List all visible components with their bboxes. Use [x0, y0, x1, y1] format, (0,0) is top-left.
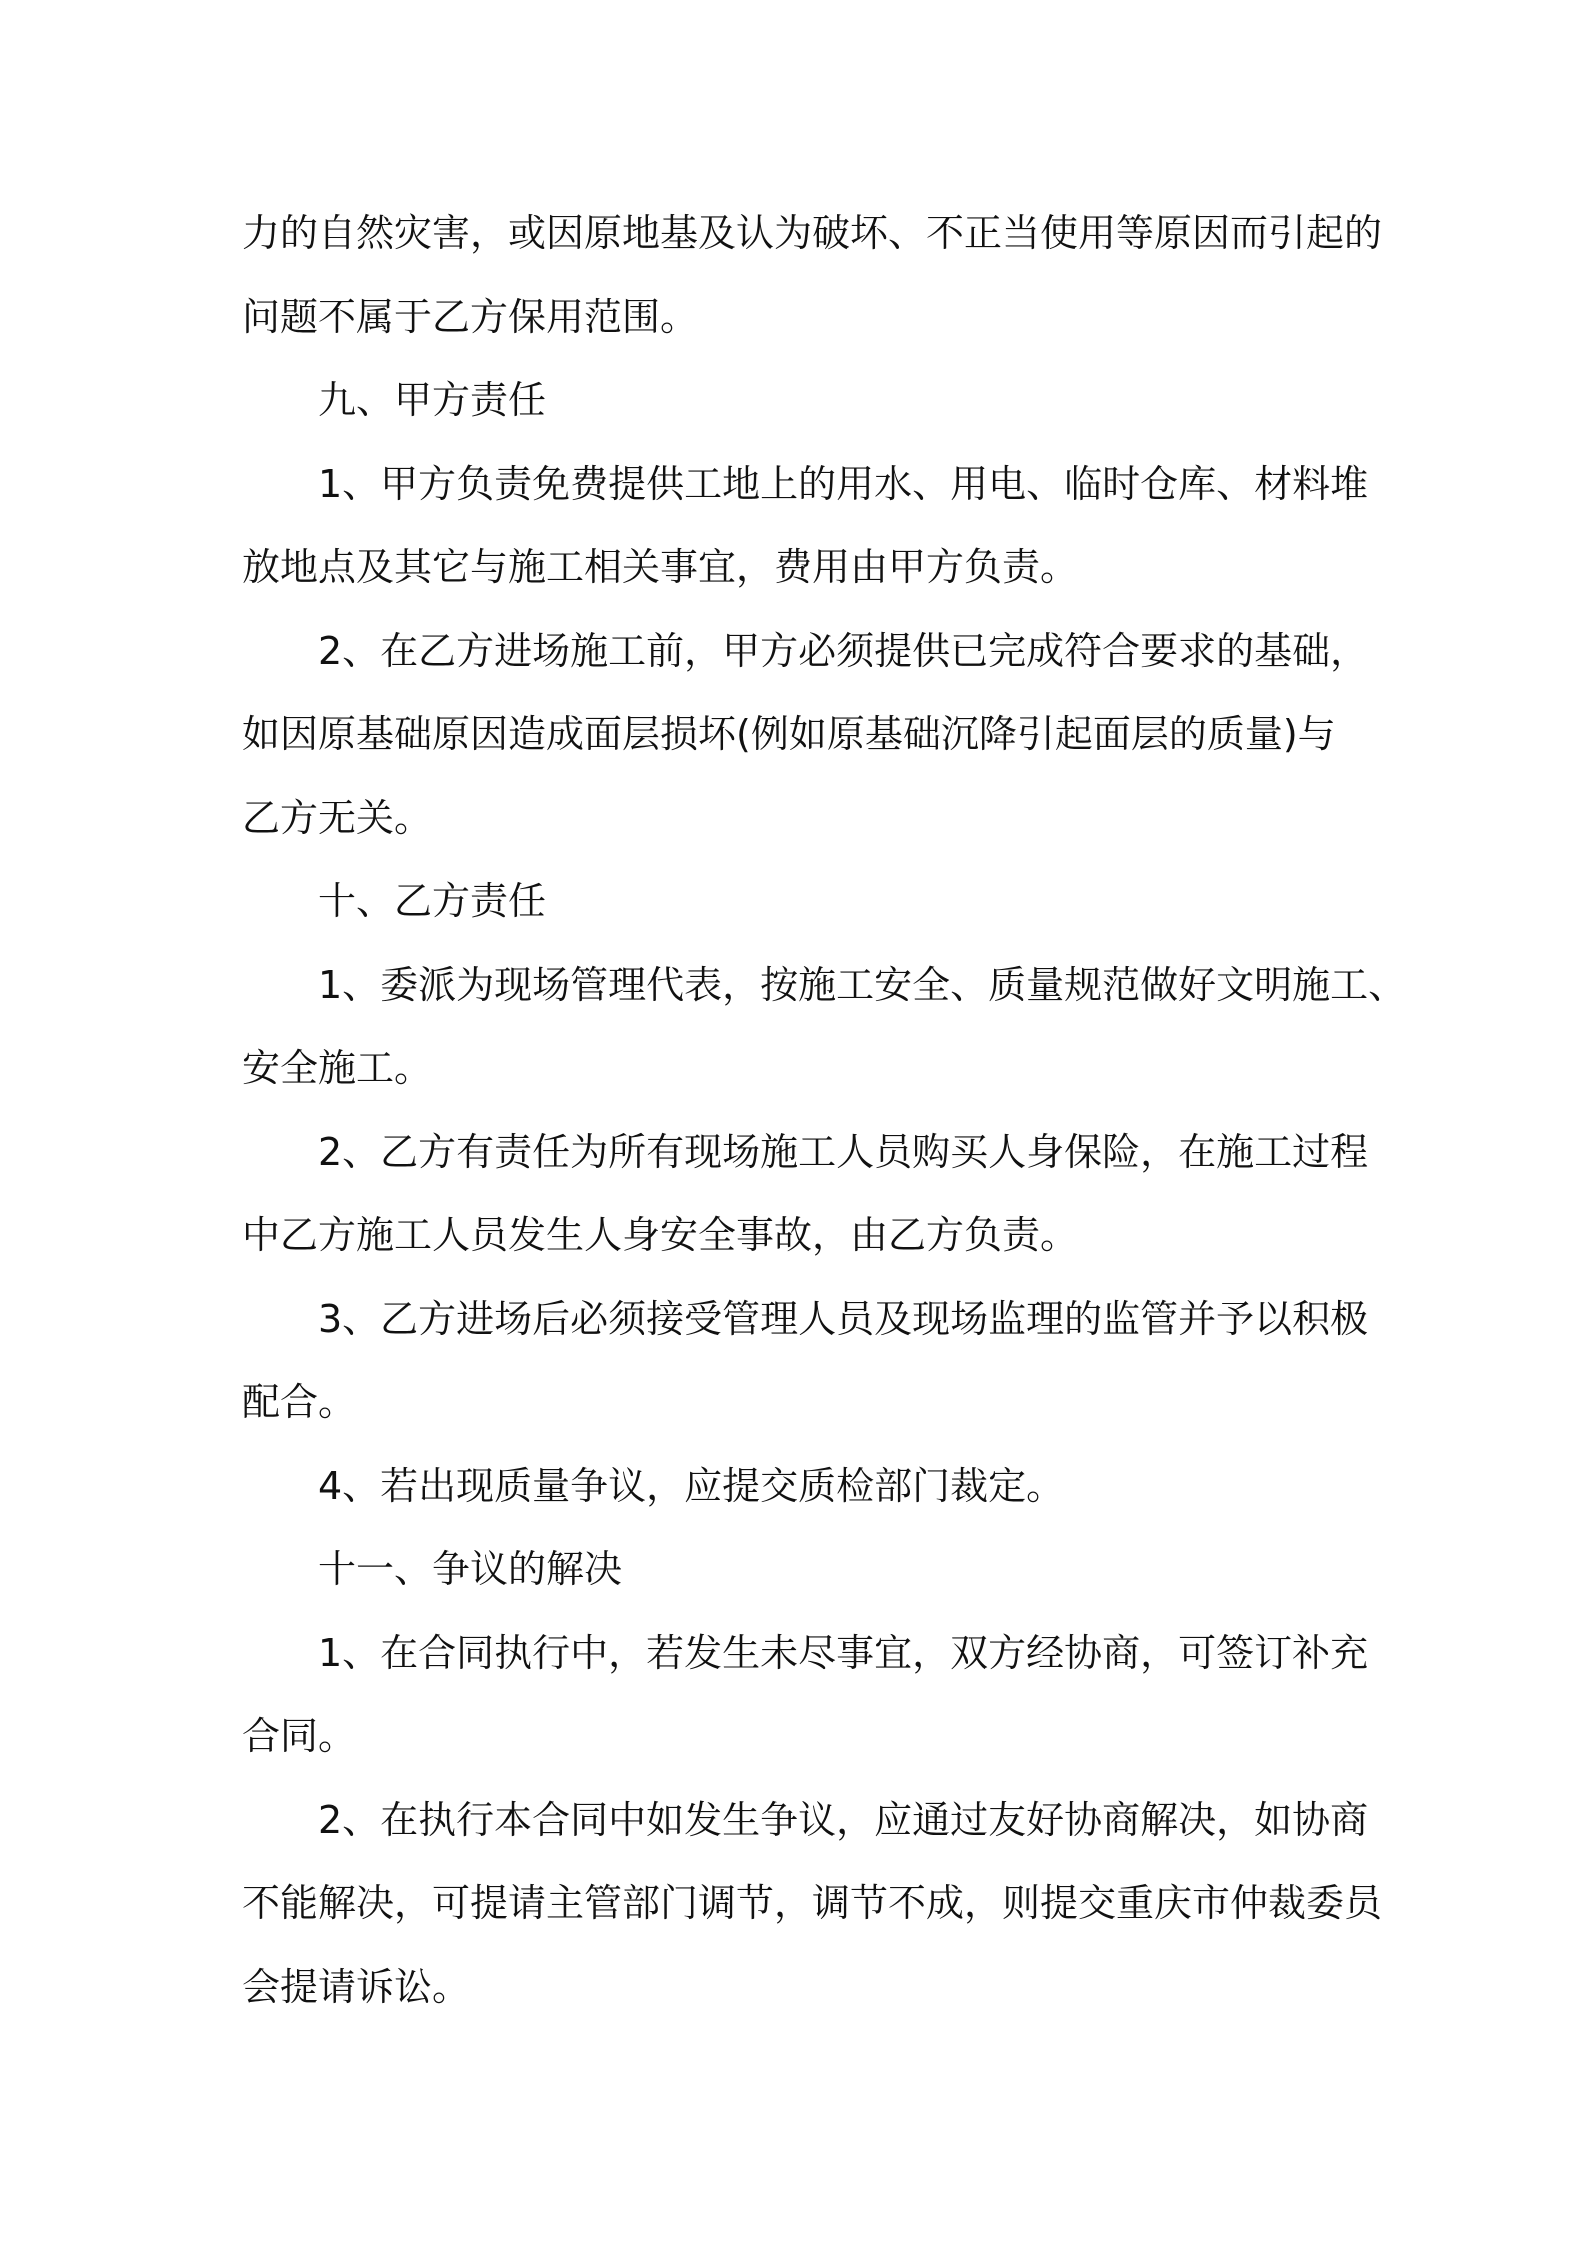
text-line: 乙方无关。 — [242, 795, 433, 840]
section-heading: 九、甲方责任 — [318, 378, 547, 422]
section-heading: 十、乙方责任 — [318, 879, 547, 923]
document-body — [242, 192, 1407, 2029]
text-line: 2、在执行本合同中如发生争议，应通过友好协商解决，如协商 — [318, 1797, 1369, 1842]
text-line: 4、若出现质量争议，应提交质检部门裁定。 — [318, 1463, 1065, 1508]
text-line: 中乙方施工人员发生人身安全事故，由乙方负责。 — [242, 1213, 1079, 1257]
text-line: 配合。 — [242, 1380, 357, 1424]
text-line: 3、乙方进场后必须接受管理人员及现场监理的监管并予以积极 — [318, 1296, 1369, 1341]
text-line: 如因原基础原因造成面层损坏(例如原基础沉降引起面层的质量)与 — [242, 712, 1336, 756]
text-line: 2、乙方有责任为所有现场施工人员购买人身保险，在施工过程 — [318, 1129, 1369, 1174]
text-line: 2、在乙方进场施工前，甲方必须提供已完成符合要求的基础， — [318, 628, 1369, 673]
text-line: 安全施工。 — [242, 1046, 433, 1090]
text-line: 1、甲方负责免费提供工地上的用水、用电、临时仓库、材料堆 — [318, 461, 1369, 506]
text-line: 1、在合同执行中，若发生未尽事宜，双方经协商，可签订补充 — [318, 1630, 1369, 1675]
text-line: 会提请诉讼。 — [242, 1964, 471, 2009]
text-line: 力的自然灾害，或因原地基及认为破坏、不正当使用等原因而引起的 — [242, 211, 1383, 255]
text-line: 1、委派为现场管理代表，按施工安全、质量规范做好文明施工、 — [318, 962, 1407, 1007]
text-line: 合同。 — [242, 1714, 357, 1758]
section-heading: 十一、争议的解决 — [318, 1547, 623, 1591]
text-line: 不能解决，可提请主管部门调节，调节不成，则提交重庆市仲裁委员 — [242, 1881, 1383, 1925]
text-line: 放地点及其它与施工相关事宜，费用由甲方负责。 — [242, 545, 1079, 589]
text-line: 问题不属于乙方保用范围。 — [242, 294, 699, 339]
